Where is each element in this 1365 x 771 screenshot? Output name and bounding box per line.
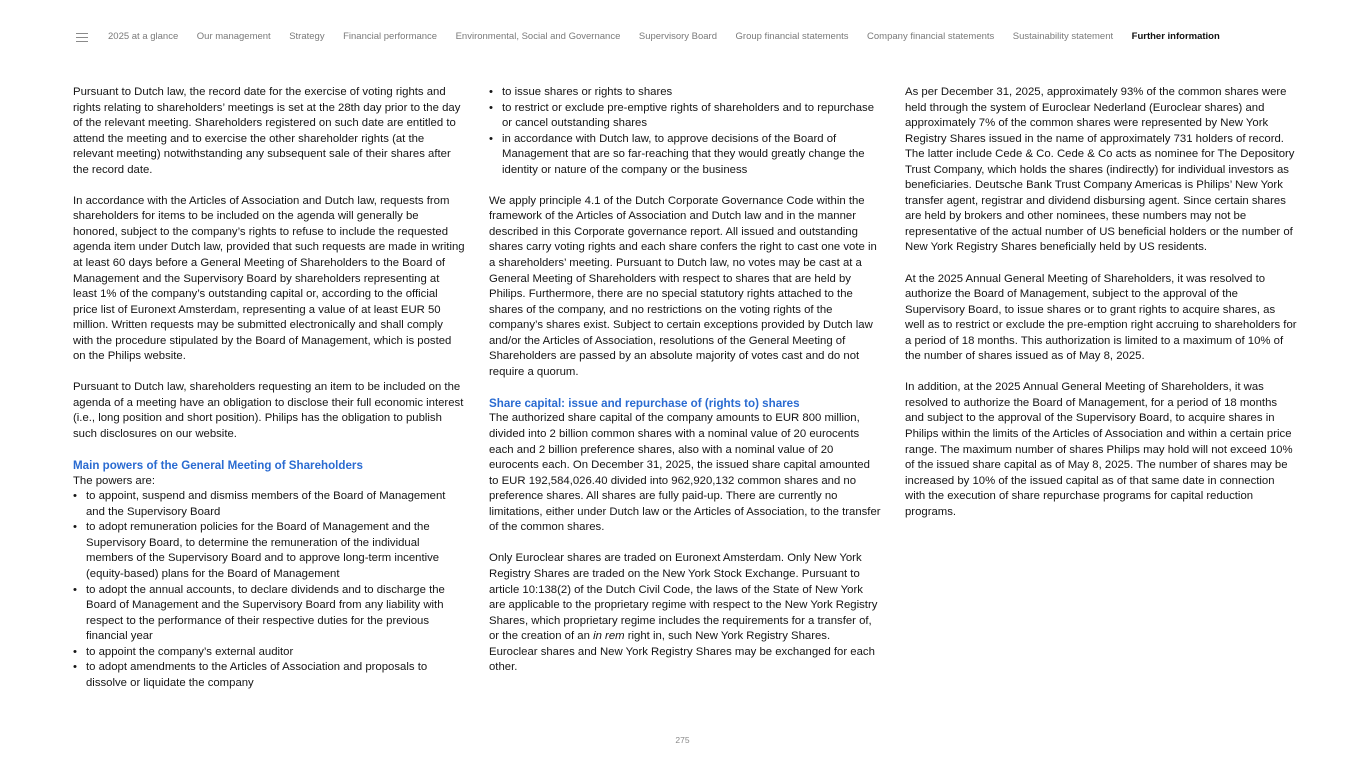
nav-item-our-management[interactable]: Our management	[196, 31, 271, 42]
nav-item-sustainability-statement[interactable]: Sustainability statement	[1012, 31, 1114, 42]
powers-list	[73, 489, 465, 691]
paragraph-economic-interest: Pursuant to Dutch law, shareholders requesting an item to be included on the agenda of a meeting have an obligation to disclose their full economic interest (i.e., long position and short position). Philips has the obligation to publish such disclosures on our website.	[73, 381, 464, 441]
column-left	[73, 85, 465, 691]
list-item: • to appoint, suspend and dismiss members of the Board of Management and the Supervisory Board	[73, 489, 465, 520]
nav-item-strategy[interactable]: Strategy	[289, 31, 325, 42]
paragraph-issue-authorization: At the 2025 Annual General Meeting of Shareholders, it was resolved to authorize the Board of Management, subject to the approval of the Supervisory Board, to issue shares or to grant rights to acquire shares, as well as to restrict or exclude the pre-emption right accruing to shareholders for a period of 18 months. This authorization is limited to a maximum of 10% of the number of shares issued as of May 8, 2025.	[905, 272, 1297, 363]
nav-item-group-financial-statements[interactable]: Group financial statements	[735, 31, 849, 42]
paragraph-trading: Only Euroclear shares are traded on Euronext Amsterdam. Only New York Registry Shares are traded on the New York Stock Exchange. Pursuant to article 10:138(2) of the Dutch Civil Code, the laws of the State of New York are applicable to the proprietary regime with respect to the New York Registry Shares, which proprietary regime includes the requirements for a transfer of, or the creation of an in rem right in, such New York Registry Shares. Euroclear shares and New York Registry Shares may be exchanged for each other.	[489, 552, 878, 674]
hamburger-icon[interactable]	[76, 33, 88, 42]
nav-item-esg[interactable]: Environmental, Social and Governance	[455, 31, 621, 42]
paragraph-record-date: Pursuant to Dutch law, the record date for the exercise of voting rights and rights relating to shareholders’ meetings is set at the 28th day prior to the day of the relevant meeting. Shareholders registered on such date are entitled to attend the meeting and to exercise the other shareholder rights (at the relevant meeting) notwithstanding any subsequent sale of their shares after the record date.	[73, 86, 461, 176]
nav-item-financial-performance[interactable]: Financial performance	[343, 31, 438, 42]
heading-main-powers: Main powers of the General Meeting of Shareholders	[73, 459, 363, 473]
page-number: 275	[675, 735, 690, 745]
list-item: • to adopt amendments to the Articles of Association and proposals to dissolve or liquidate the company	[73, 660, 465, 691]
paragraph-governance-code: We apply principle 4.1 of the Dutch Corporate Governance Code within the framework of the Articles of Association and Dutch law and in the manner described in this Corporate governance report. All issued and outstanding shares carry voting rights and each share confers the right to cast one vote in a shareholders’ meeting. Pursuant to Dutch law, no votes may be cast at a General Meeting of Shareholders with respect to shares that are held by Philips. Furthermore, there are no special statutory rights attached to the shares of the company, and no restrictions on the voting rights of the company’s shares exist. Subject to certain exceptions provided by Dutch law and/or the Articles of Association, resolutions of the General Meeting of Shareholders are passed by an absolute majority of votes cast and do not require a quorum.	[489, 194, 877, 378]
list-item: • to adopt remuneration policies for the Board of Management and the Supervisory Board, to determine the remuneration of the individual members of the Supervisory Board and to approve long-term incentive (equity-based) plans for the Board of Management	[73, 520, 465, 582]
paragraph-repurchase-authorization: In addition, at the 2025 Annual General Meeting of Shareholders, it was resolved to authorize the Board of Management, for a period of 18 months and subject to the approval of the Supervisory Board, to acquire shares in Philips within the limits of the Articles of Association and within a certain price range. The maximum number of shares Philips may hold will not exceed 10% of the issued share capital as of May 8, 2025. The number of shares may be increased by 10% of the issued capital as of that same date in connection with the execution of share repurchase programs for capital reduction programs.	[905, 381, 1293, 518]
italic-in-rem: in rem	[593, 630, 625, 643]
paragraph-holdings: As per December 31, 2025, approximately 93% of the common shares were held through the system of Euroclear Nederland (Euroclear shares) and approximately 7% of the common shares were represented by New York Registry Shares issued in the name of approximately 731 holders of record. The latter include Cede & Co. Cede & Co acts as nominee for The Depository Trust Company, which holds the shares (indirectly) for individual investors as beneficiaries. Deutsche Bank Trust Company Americas is Philips’ New York transfer agent, registrar and dividend disbursing agent. Since certain shares are held by brokers and other nominees, these numbers may not be representative of the actual number of US beneficial holders or the number of New York Registry Shares beneficially held by US residents.	[905, 86, 1295, 254]
heading-share-capital: Share capital: issue and repurchase of (rights to) shares	[489, 396, 800, 410]
powers-list-continued	[489, 85, 881, 178]
list-item: • to restrict or exclude pre-emptive rights of shareholders and to repurchase or cancel outstanding shares	[489, 101, 881, 132]
nav-item-further-information[interactable]: Further information	[1131, 31, 1220, 42]
paragraph-agenda-requests: In accordance with the Articles of Association and Dutch law, requests from shareholders for items to be included on the agenda will generally be honored, subject to the company’s rights to refuse to include the requested agenda item under Dutch law, provided that such requests are made in writing at least 60 days before a General Meeting of Shareholders to the Board of Management and the Supervisory Board by shareholders representing at least 1% of the company’s outstanding capital or, according to the official price list of Euronext Amsterdam, representing a value of at least EUR 50 million. Written requests may be submitted electronically and shall comply with the procedure stipulated by the Board of Management, which is posted on the Philips website.	[73, 194, 465, 363]
list-item: • in accordance with Dutch law, to approve decisions of the Board of Management that are so far-reaching that they would greatly change the identity or nature of the company or the business	[489, 132, 881, 179]
nav-item-company-financial-statements[interactable]: Company financial statements	[867, 31, 995, 42]
list-item: • to appoint the company’s external auditor	[73, 645, 465, 661]
nav-item-2025-at-a-glance[interactable]: 2025 at a glance	[108, 31, 179, 42]
top-navigation	[0, 0, 1365, 74]
nav-item-supervisory-board[interactable]: Supervisory Board	[638, 31, 718, 42]
column-right	[905, 85, 1297, 536]
nav-items	[108, 31, 1325, 43]
list-item: • to issue shares or rights to shares	[489, 85, 881, 101]
paragraph-authorized-capital: The authorized share capital of the company amounts to EUR 800 million, divided into 2 billion common shares with a nominal value of 20 eurocents each and 2 billion preference shares, also with a nominal value of 20 eurocents each. On December 31, 2025, the issued share capital amounted to EUR 192,584,026.40 divided into 962,920,132 common shares and no preference shares. All shares are fully paid-up. There are currently no limitations, either under Dutch law or the Articles of Association, to the transfer of the common shares.	[489, 412, 881, 534]
column-middle	[489, 85, 881, 691]
list-item: • to adopt the annual accounts, to declare dividends and to discharge the Board of Management and the Supervisory Board from any liability with respect to the performance of their respective duties for the previous financial year	[73, 583, 465, 645]
powers-intro: The powers are:	[73, 474, 155, 487]
